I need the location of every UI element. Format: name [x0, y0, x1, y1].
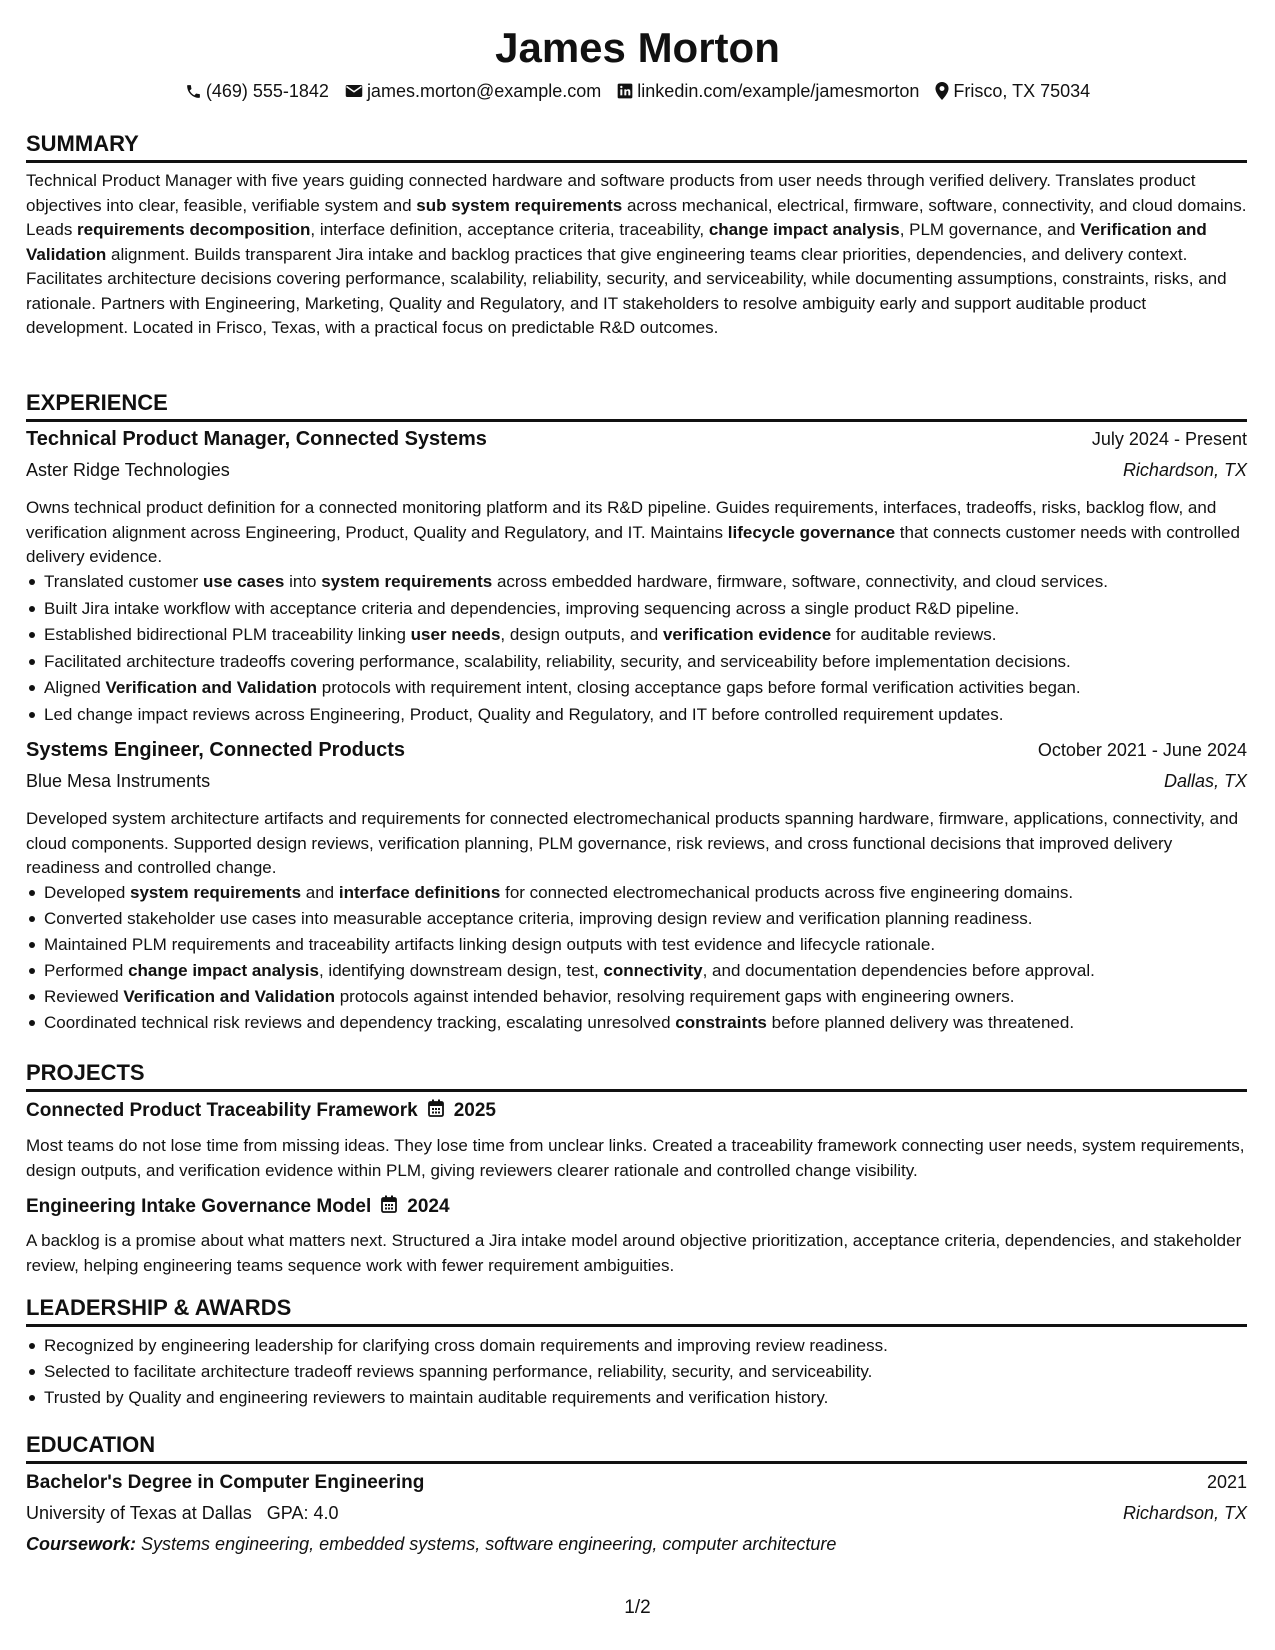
- school-name: University of Texas at Dallas: [26, 1503, 252, 1523]
- leadership-bullets: [26, 1333, 1247, 1411]
- job-bullets: [26, 569, 1247, 728]
- candidate-name: James Morton: [495, 24, 780, 71]
- school-location: Richardson, TX: [1122, 1503, 1247, 1523]
- job-dates: October 2021 - June 2024: [1037, 740, 1247, 760]
- list-item: Established bidirectional PLM traceability linking user needs, design outputs, and verification evidence for auditable reviews.: [44, 622, 1247, 649]
- list-item: Built Jira intake workflow with acceptance criteria and dependencies, improving sequencing across a single product R&D pipeline.: [44, 596, 1247, 623]
- list-item: Converted stakeholder use cases into measurable acceptance criteria, improving design review and verification planning readiness.: [44, 906, 1247, 932]
- gpa: GPA: 4.0: [266, 1503, 339, 1523]
- contact-bar: [0, 78, 1275, 104]
- section-title-summary: SUMMARY: [26, 131, 139, 156]
- graduation-year: 2021: [1206, 1472, 1247, 1492]
- list-item: Translated customer use cases into system requirements across embedded hardware, firmware, software, connectivity, and cloud services.: [44, 569, 1247, 596]
- project-header: [26, 1099, 496, 1122]
- list-item: Performed change impact analysis, identifying downstream design, test, connectivity, and documentation dependencies before approval.: [44, 958, 1247, 984]
- job-location: Dallas, TX: [1163, 771, 1247, 791]
- section-divider: [26, 160, 1247, 163]
- section-divider: [26, 419, 1247, 422]
- coursework-list: Systems engineering, embedded systems, software engineering, computer architecture: [141, 1534, 837, 1554]
- job-header: [26, 739, 1247, 762]
- project-description: A backlog is a promise about what matters next. Structured a Jira intake model around objective prioritization, acceptance criteria, dependencies, and stakeholder review, helping engineering teams sequence work with fewer requirement ambiguities.: [26, 1231, 1242, 1275]
- summary-text: Technical Product Manager with five years guiding connected hardware and software products from user needs through verified delivery. Translates product objectives into clear, feasible, verifiable system and sub system requirements across mechanical, electrical, firmware, software, connectivity, and cloud domains. Leads requirements decomposition, interface definition, acceptance criteria, traceability, change impact analysis, PLM governance, and Verification and Validation alignment. Builds transparent Jira intake and backlog practices that give engineering teams clear priorities, dependencies, and delivery context. Facilitates architecture decisions covering performance, scalability, reliability, security, and serviceability, while documenting assumptions, constraints, risks, and rationale. Partners with Engineering, Marketing, Quality and Regulatory, and IT stakeholders to resolve ambiguity early and support auditable product development. Located in Frisco, Texas, with a practical focus on predictable R&D outcomes.: [26, 171, 1247, 337]
- section-title-projects: PROJECTS: [26, 1060, 145, 1085]
- job-dates: July 2024 - Present: [1091, 429, 1247, 449]
- list-item: Reviewed Verification and Validation protocols against intended behavior, resolving requirement gaps with engineering owners.: [44, 984, 1247, 1010]
- list-item: Recognized by engineering leadership for clarifying cross domain requirements and improving review readiness.: [44, 1333, 1247, 1359]
- calendar-icon: [381, 1195, 397, 1218]
- section-title-leadership: LEADERSHIP & AWARDS: [26, 1295, 292, 1320]
- job-company: Aster Ridge Technologies: [26, 460, 230, 480]
- section-divider: [26, 1324, 1247, 1327]
- project-header: [26, 1195, 450, 1218]
- coursework-line: [26, 1534, 1247, 1555]
- job-subheader: [26, 771, 1247, 792]
- school-line: [26, 1503, 338, 1524]
- job-title: Systems Engineer, Connected Products: [26, 739, 405, 761]
- calendar-icon: [428, 1099, 444, 1122]
- section-title-education: EDUCATION: [26, 1432, 156, 1457]
- page-number: 1/2: [624, 1597, 651, 1618]
- contact-phone[interactable]: [185, 81, 329, 102]
- list-item: Coordinated technical risk reviews and dependency tracking, escalating unresolved constraints before planned delivery was threatened.: [44, 1010, 1247, 1036]
- map-pin-icon: [935, 82, 949, 100]
- education-header: [26, 1472, 1247, 1494]
- list-item: Selected to facilitate architecture tradeoff reviews spanning performance, reliability, security, and serviceability.: [44, 1359, 1247, 1385]
- job-description: Developed system architecture artifacts and requirements for connected electromechanical products spanning hardware, firmware, applications, connectivity, and cloud components. Supported design reviews, verification planning, PLM governance, risk reviews, and cross functional decisions that improved delivery readiness and controlled change.: [26, 809, 1239, 877]
- section-title-experience: EXPERIENCE: [26, 390, 168, 415]
- list-item: Led change impact reviews across Engineering, Product, Quality and Regulatory, and IT before controlled requirement updates.: [44, 702, 1247, 729]
- contact-linkedin[interactable]: [617, 81, 919, 102]
- job-bullets: [26, 880, 1247, 1036]
- location-text: Frisco, TX 75034: [953, 80, 1091, 101]
- linkedin-text: linkedin.com/example/jamesmorton: [637, 80, 920, 101]
- list-item: Facilitated architecture tradeoffs covering performance, scalability, reliability, security, and serviceability before implementation decisions.: [44, 649, 1247, 676]
- phone-text: (469) 555-1842: [205, 80, 329, 101]
- project-title: Engineering Intake Governance Model: [26, 1195, 372, 1217]
- contact-location: [935, 81, 1090, 102]
- job-company: Blue Mesa Instruments: [26, 771, 211, 791]
- project-description: Most teams do not lose time from missing ideas. They lose time from unclear links. Created a traceability framework connecting user needs, system requirements, design outputs, and verification evidence within PLM, giving reviewers clearer rationale and controlled change visibility.: [26, 1136, 1245, 1180]
- job-header: [26, 428, 1247, 451]
- phone-icon: [185, 83, 202, 100]
- linkedin-icon: [617, 83, 633, 99]
- job-description: Owns technical product definition for a connected monitoring platform and its R&D pipeline. Guides requirements, interfaces, tradeoffs, risks, backlog flow, and verification alignment across Engineering, Product, Quality and Regulatory, and IT. Maintains lifecycle governance that connects customer needs with controlled delivery evidence.: [26, 498, 1240, 566]
- list-item: Developed system requirements and interface definitions for connected electromechanical products across five engineering domains.: [44, 880, 1247, 906]
- list-item: Maintained PLM requirements and traceability artifacts linking design outputs with test evidence and lifecycle rationale.: [44, 932, 1247, 958]
- email-text: james.morton@example.com: [366, 80, 602, 101]
- coursework-label: Coursework:: [26, 1534, 137, 1554]
- envelope-icon: [345, 83, 363, 99]
- job-subheader: [26, 460, 1247, 481]
- section-divider: [26, 1089, 1247, 1092]
- list-item: Trusted by Quality and engineering reviewers to maintain auditable requirements and verification history.: [44, 1385, 1247, 1411]
- job-location: Richardson, TX: [1122, 460, 1247, 480]
- degree-title: Bachelor's Degree in Computer Engineering: [26, 1472, 425, 1493]
- education-subheader: [26, 1503, 1247, 1524]
- list-item: Aligned Verification and Validation protocols with requirement intent, closing acceptance gaps before formal verification activities began.: [44, 675, 1247, 702]
- project-title: Connected Product Traceability Framework: [26, 1099, 418, 1121]
- job-title: Technical Product Manager, Connected Systems: [26, 428, 487, 450]
- section-divider: [26, 1461, 1247, 1464]
- contact-email[interactable]: [345, 81, 601, 102]
- project-year: 2024: [407, 1195, 450, 1217]
- project-year: 2025: [453, 1099, 496, 1121]
